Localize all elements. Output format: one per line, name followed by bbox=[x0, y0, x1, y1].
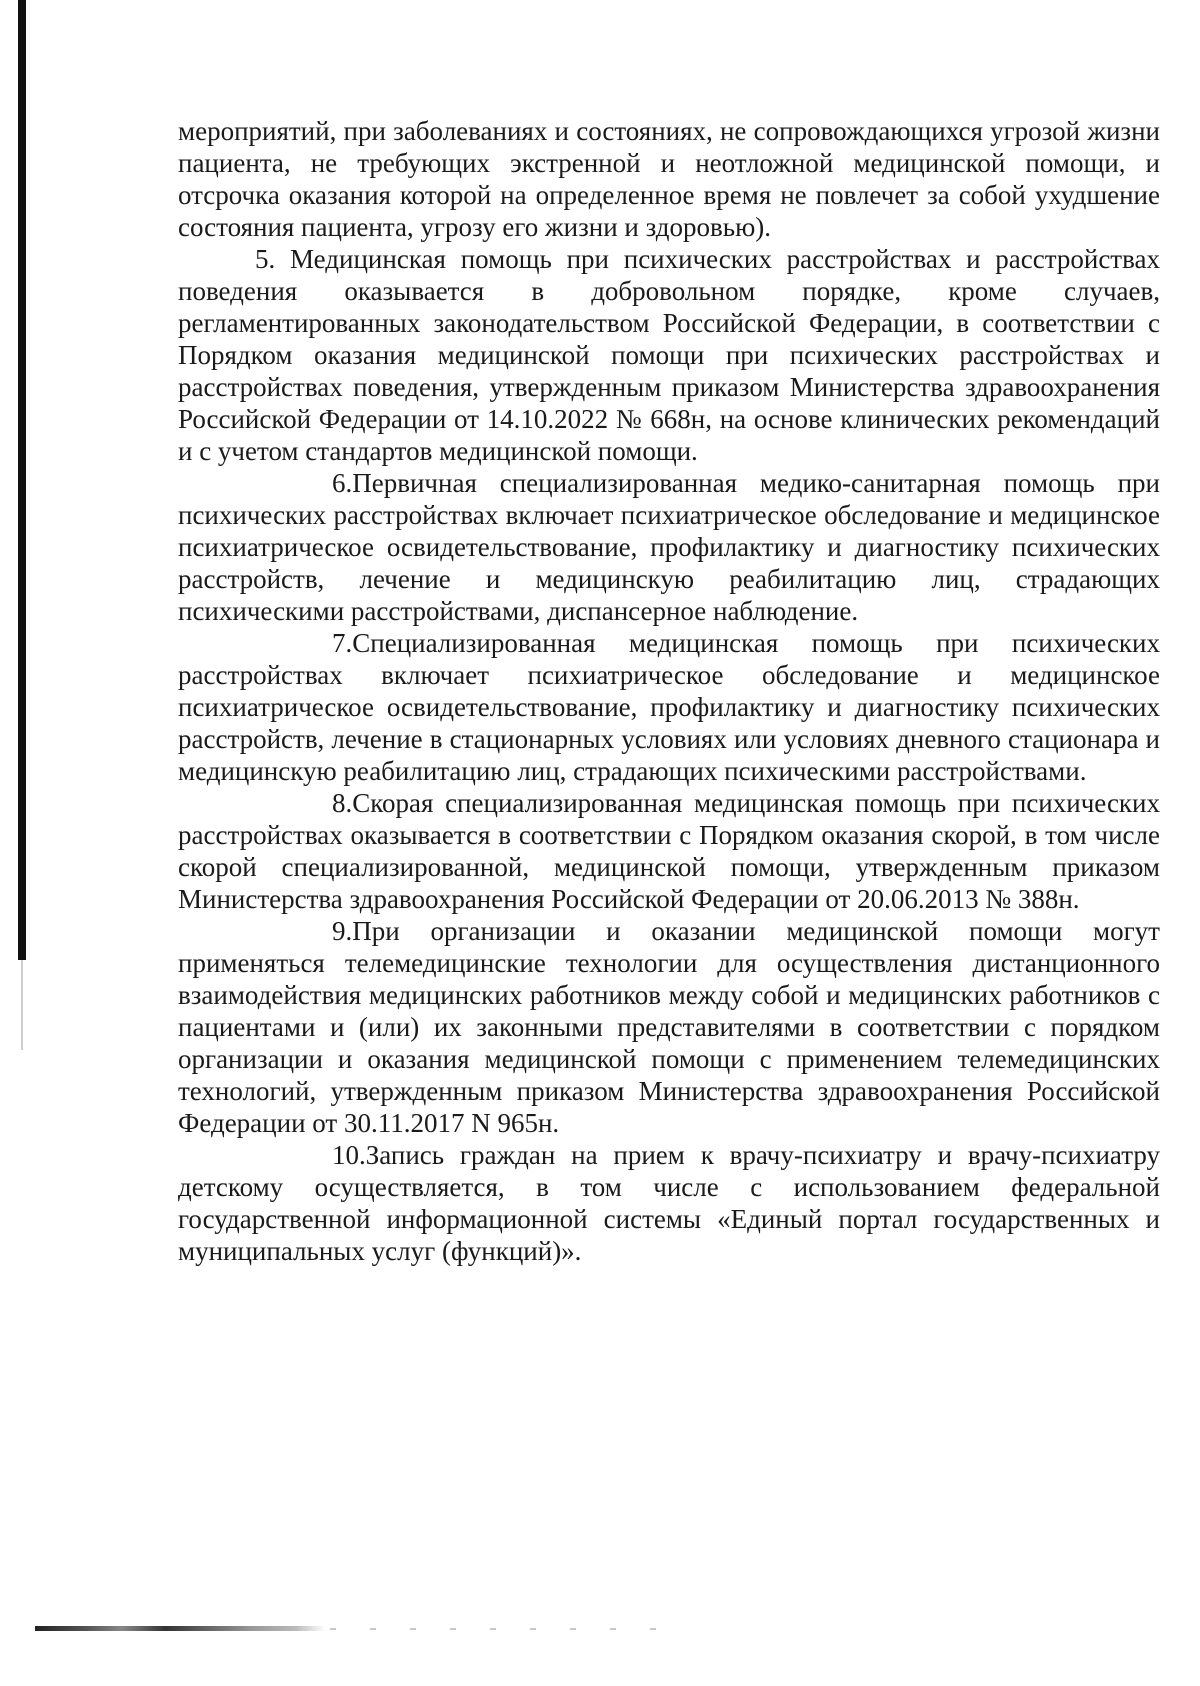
paragraph-number: 6. bbox=[332, 468, 353, 498]
paragraph-7 bbox=[178, 627, 1160, 787]
paragraph-number: 8. bbox=[332, 788, 353, 818]
paragraph-5 bbox=[178, 243, 1160, 467]
paragraph-text: Скорая специализированная медицинская помощь при психических расстройствах оказывается в соответствии с Порядком оказания скорой, в том числе скорой специализированной, медицинской помощи, утвержденным приказом Министерства здравоохранения Российской Федерации от 20.06.2013 № 388н. bbox=[178, 788, 1160, 914]
paragraph-text: мероприятий, при заболеваниях и состояниях, не сопровождающихся угрозой жизни пациента, не требующих экстренной и неотложной медицинской помощи, и отсрочка оказания которой на определенное время не повлечет за собой ухудшение состояния пациента, угрозу его жизни и здоровью). bbox=[178, 116, 1160, 242]
paragraph-number: 5. bbox=[255, 244, 276, 274]
paragraph-text: Первичная специализированная медико-санитарная помощь при психических расстройствах включает психиатрическое обследование и медицинское психиатрическое освидетельствование, профилактику и диагностику психических расстройств, лечение и медицинскую реабилитацию лиц, страдающих психическими расстройствами, диспансерное наблюдение. bbox=[178, 468, 1160, 626]
paragraph-9 bbox=[178, 915, 1160, 1139]
paragraph-10 bbox=[178, 1139, 1160, 1267]
paragraph-8 bbox=[178, 787, 1160, 915]
paragraph-text: При организации и оказании медицинской помощи могут применяться телемедицинские технологии для осуществления дистанционного взаимодействия медицинских работников между собой и медицинских работников с пациентами и (или) их законными представителями в соответствии с порядком организации и оказания медицинской помощи с применением телемедицинских технологий, утвержденным приказом Министерства здравоохранения Российской Федерации от 30.11.2017 N 965н. bbox=[178, 916, 1160, 1138]
paragraph-continuation bbox=[178, 115, 1160, 243]
paragraph-number: 10. bbox=[332, 1140, 366, 1170]
paragraph-text: Специализированная медицинская помощь при психических расстройствах включает психиатрическое обследование и медицинское психиатрическое освидетельствование, профилактику и диагностику психических расстройств, лечение в стационарных условиях или условиях дневного стационара и медицинскую реабилитацию лиц, страдающих психическими расстройствами. bbox=[178, 628, 1160, 786]
scan-edge-bar bbox=[18, 0, 26, 960]
scan-edge-bar-faint bbox=[21, 960, 23, 1050]
scan-footer-artifact-faint bbox=[330, 1628, 670, 1630]
scan-footer-artifact bbox=[35, 1626, 325, 1631]
paragraph-text: Медицинская помощь при психических расстройствах и расстройствах поведения оказывается в добровольном порядке, кроме случаев, регламентированных законодательством Российской Федерации, в соответствии с Порядком оказания медицинской помощи при психических расстройствах и расстройствах поведения, утвержденным приказом Министерства здравоохранения Российской Федерации от 14.10.2022 № 668н, на основе клинических рекомендаций и с учетом стандартов медицинской помощи. bbox=[178, 244, 1160, 466]
paragraph-number: 9. bbox=[332, 916, 353, 946]
paragraph-text: Запись граждан на прием к врачу-психиатру и врачу-психиатру детскому осуществляется, в том числе с использованием федеральной государственной информационной системы «Единый портал государственных и муниципальных услуг (функций)». bbox=[178, 1140, 1160, 1266]
document-body bbox=[178, 115, 1160, 1267]
paragraph-6 bbox=[178, 467, 1160, 627]
paragraph-number: 7. bbox=[332, 628, 353, 658]
